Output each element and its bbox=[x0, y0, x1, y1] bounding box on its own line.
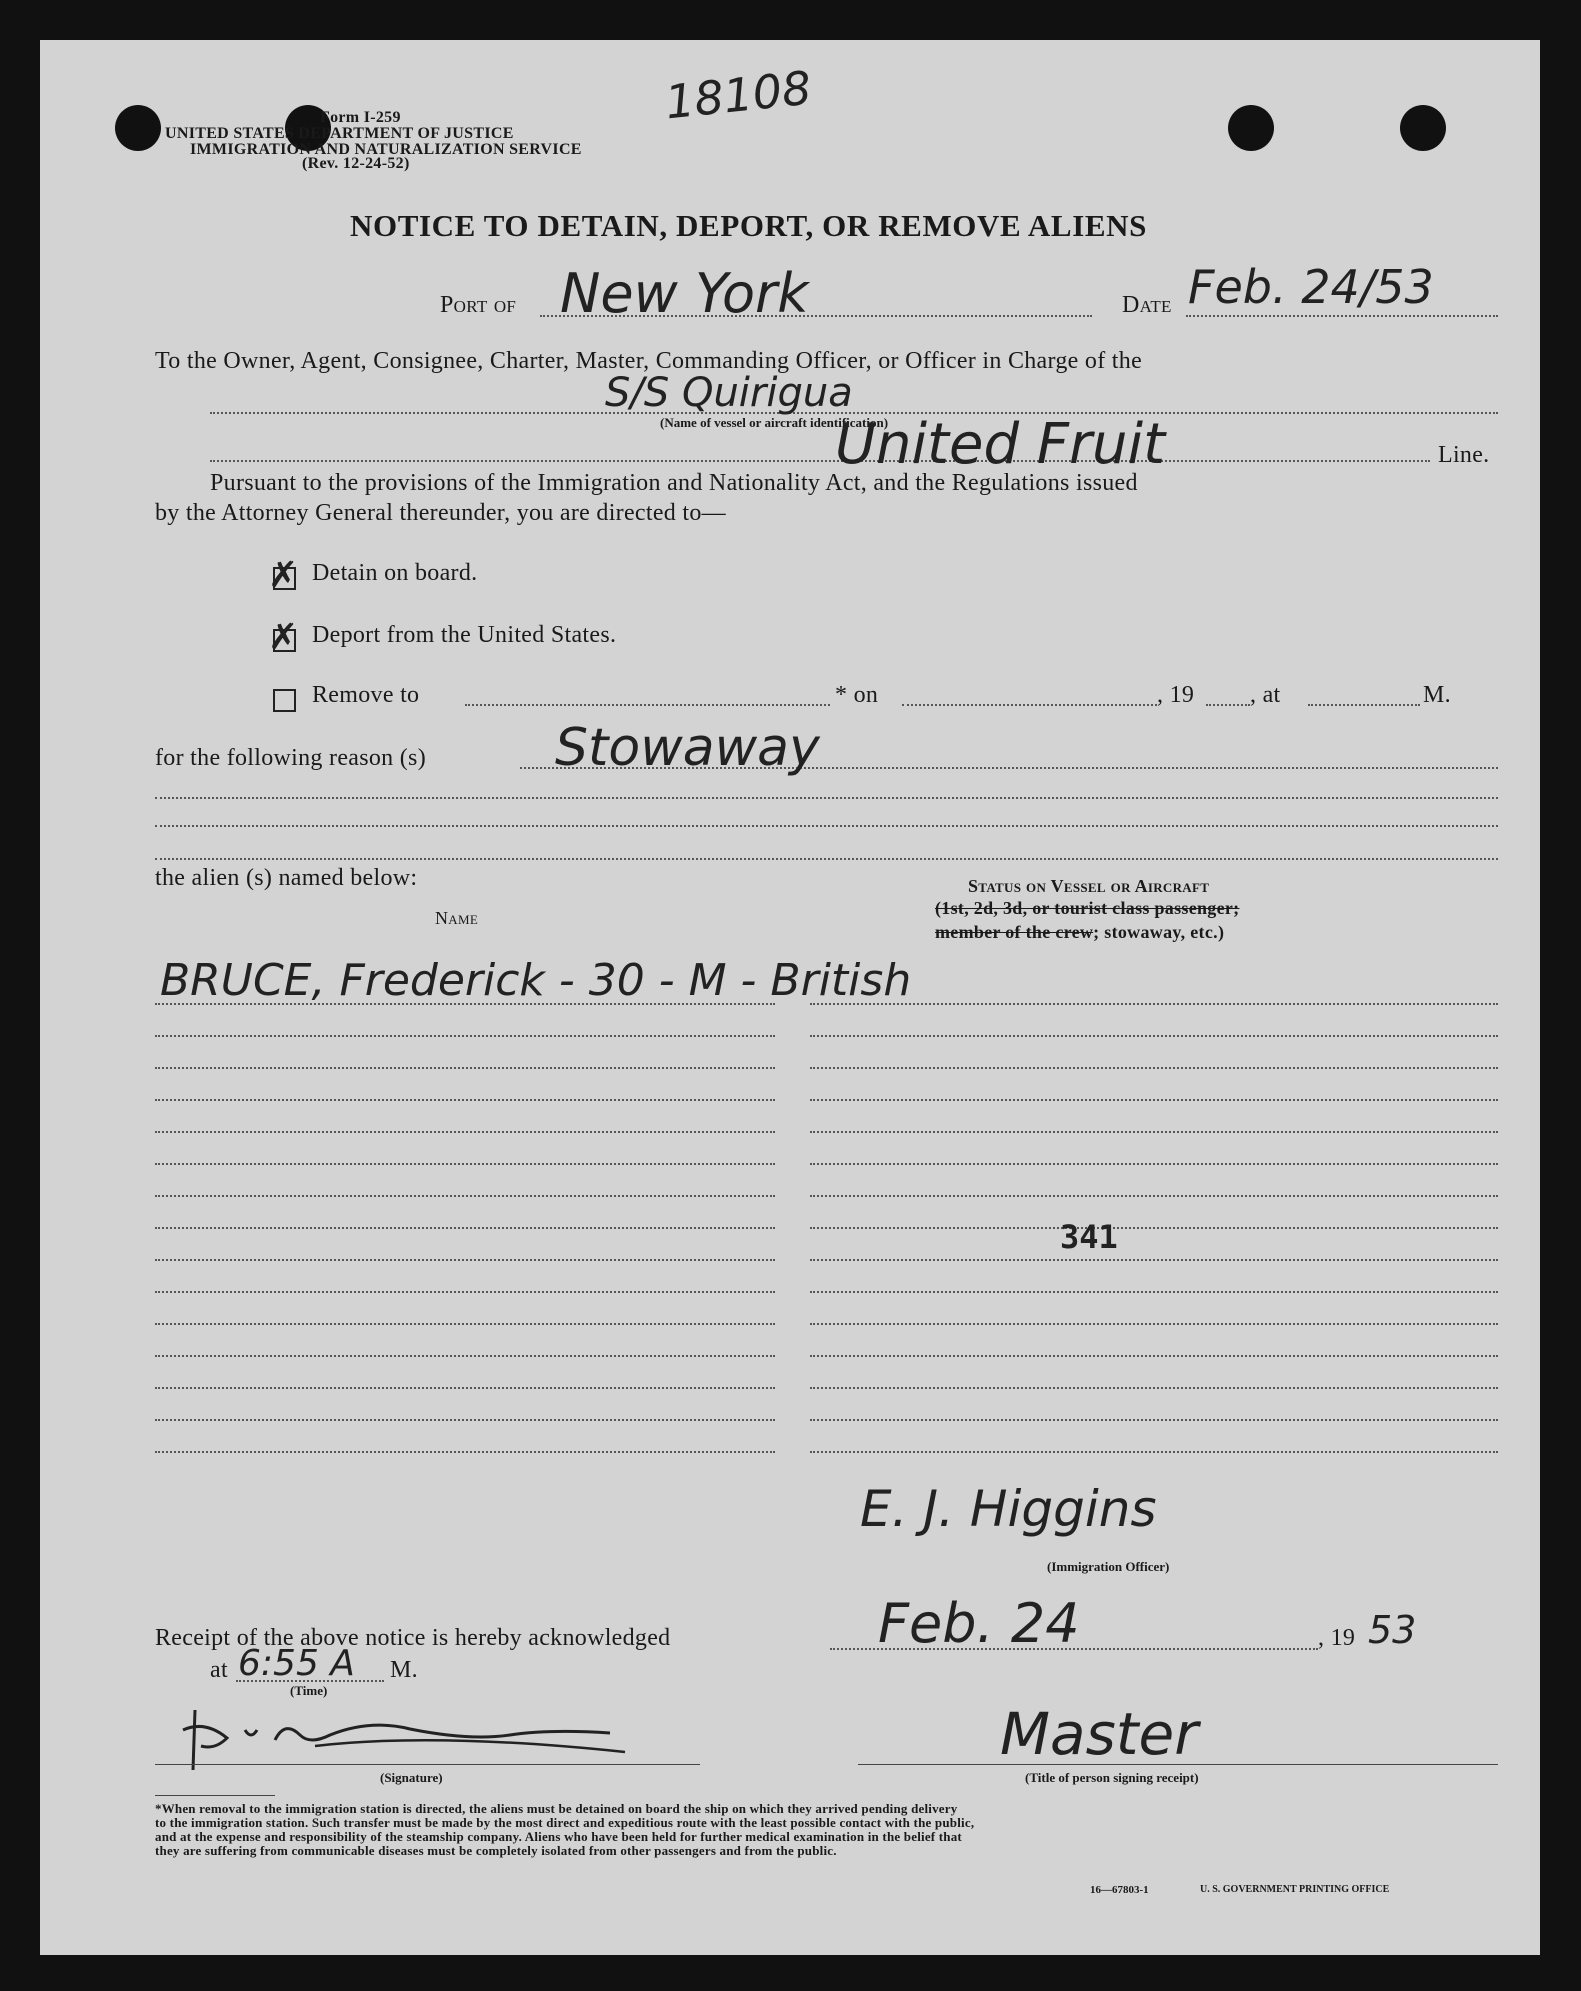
form-title: NOTICE TO DETAIN, DEPORT, OR REMOVE ALIENS bbox=[350, 208, 1147, 243]
reason-label: for the following reason (s) bbox=[155, 745, 426, 771]
status-lines-rule bbox=[810, 1163, 1498, 1165]
status-lines-rule bbox=[810, 1291, 1498, 1293]
status-lines-rule bbox=[810, 1419, 1498, 1421]
status-subheader-2 bbox=[935, 922, 1224, 943]
receipt-m-label: M. bbox=[390, 1657, 418, 1683]
receipt-signature-line bbox=[155, 1764, 700, 1765]
agency-line-1: UNITED STATES DEPARTMENT OF JUSTICE bbox=[165, 125, 514, 142]
name-lines-rule bbox=[155, 1067, 775, 1069]
receipt-time-caption: (Time) bbox=[290, 1683, 328, 1698]
line-label: Line. bbox=[1438, 442, 1490, 468]
name-lines-rule bbox=[155, 1451, 775, 1453]
date-line bbox=[1186, 315, 1498, 317]
printer-credit: U. S. GOVERNMENT PRINTING OFFICE bbox=[1200, 1884, 1390, 1895]
pursuant-line-1: Pursuant to the provisions of the Immigration and Nationality Act, and the Regulations issued bbox=[210, 470, 1138, 496]
remove-date-line bbox=[902, 704, 1157, 706]
status-lines-rule bbox=[810, 1195, 1498, 1197]
footnote-line-2: to the immigration station. Such transfer must be made by the most direct and expeditious route with the least possible contact with the public, bbox=[155, 1815, 975, 1830]
receipt-year-value: 53 bbox=[1368, 1608, 1417, 1652]
file-number: 18108 bbox=[662, 60, 814, 130]
deport-check-mark: ✗ bbox=[268, 617, 299, 658]
officer-caption: (Immigration Officer) bbox=[1047, 1559, 1170, 1574]
status-lines-rule bbox=[810, 1451, 1498, 1453]
remove-at-label: , at bbox=[1250, 682, 1281, 708]
footnote-line-4: they are suffering from communicable diseases must be completely isolated from other passengers and from the public. bbox=[155, 1843, 837, 1858]
name-lines-rule bbox=[155, 1195, 775, 1197]
port-value: New York bbox=[560, 262, 809, 325]
status-lines-rule bbox=[810, 1227, 1498, 1229]
name-lines-rule bbox=[155, 1355, 775, 1357]
form-revision: (Rev. 12-24-52) bbox=[302, 155, 410, 172]
receipt-year-prefix: , 19 bbox=[1318, 1625, 1356, 1651]
footnote-line-3: and at the expense and responsibility of the steamship company. Aliens who have been held for further medical examination in the belief that bbox=[155, 1829, 962, 1844]
status-lines-rule bbox=[810, 1355, 1498, 1357]
pursuant-line-2: by the Attorney General thereunder, you are directed to— bbox=[155, 500, 726, 526]
name-lines-rule bbox=[155, 1387, 775, 1389]
date-label: Date bbox=[1122, 292, 1172, 318]
status-subheader-2-rest: ; stowaway, etc.) bbox=[1093, 922, 1225, 942]
punch-hole-1 bbox=[115, 105, 161, 151]
detain-check-mark: ✗ bbox=[268, 555, 299, 596]
footnote bbox=[155, 1802, 1500, 1858]
date-value: Feb. 24/53 bbox=[1188, 260, 1434, 314]
status-subheader-1-text: (1st, 2d, 3d, or tourist class passenger; bbox=[935, 898, 1240, 918]
alien-entry: BRUCE, Frederick - 30 - M - British bbox=[160, 955, 912, 1006]
status-lines-rule bbox=[810, 1387, 1498, 1389]
status-lines-rule bbox=[810, 1003, 1498, 1005]
name-lines-rule bbox=[155, 1259, 775, 1261]
reason-value: Stowaway bbox=[555, 718, 820, 778]
reason-line-3 bbox=[155, 825, 1498, 827]
status-lines-rule bbox=[810, 1131, 1498, 1133]
reason-line-4 bbox=[155, 858, 1498, 860]
name-lines-rule bbox=[155, 1131, 775, 1133]
name-lines-rule bbox=[155, 1323, 775, 1325]
status-subheader-1 bbox=[935, 898, 1239, 919]
receipt-text: Receipt of the above notice is hereby acknowledged bbox=[155, 1625, 671, 1651]
receipt-date-value: Feb. 24 bbox=[878, 1592, 1080, 1655]
remove-on-label: * on bbox=[835, 682, 879, 708]
stamp-number: 341 bbox=[1060, 1218, 1118, 1256]
vessel-caption: (Name of vessel or aircraft identification) bbox=[660, 415, 889, 430]
detain-label: Detain on board. bbox=[312, 560, 478, 586]
status-lines-rule bbox=[810, 1067, 1498, 1069]
name-lines-rule bbox=[155, 1419, 775, 1421]
punch-hole-4 bbox=[1400, 105, 1446, 151]
deport-label: Deport from the United States. bbox=[312, 622, 617, 648]
receipt-time-value: 6:55 A bbox=[238, 1643, 355, 1684]
punch-hole-3 bbox=[1228, 105, 1274, 151]
name-lines-rule bbox=[155, 1227, 775, 1229]
status-lines-rule bbox=[810, 1035, 1498, 1037]
officer-signature: E. J. Higgins bbox=[860, 1480, 1157, 1538]
remove-destination-line bbox=[465, 704, 830, 706]
status-lines-rule bbox=[810, 1259, 1498, 1261]
footnote-line-1: *When removal to the immigration station is directed, the aliens must be detained on board the ship on which they arrived pending delivery bbox=[155, 1801, 958, 1816]
document-page bbox=[40, 40, 1540, 1955]
remove-time-line bbox=[1308, 704, 1420, 706]
agency-line-2: IMMIGRATION AND NATURALIZATION SERVICE bbox=[190, 141, 582, 158]
receipt-signature-caption: (Signature) bbox=[380, 1770, 443, 1785]
vessel-value: S/S Quirigua bbox=[605, 370, 853, 416]
print-code: 16—67803-1 bbox=[1090, 1884, 1149, 1896]
receipt-title-value: Master bbox=[1000, 1700, 1199, 1768]
line-value: United Fruit bbox=[835, 412, 1166, 477]
addressee-intro: To the Owner, Agent, Consignee, Charter, Master, Commanding Officer, or Officer in Charge of the bbox=[155, 348, 1143, 374]
name-header: Name bbox=[435, 908, 479, 928]
status-lines-rule bbox=[810, 1323, 1498, 1325]
name-lines-rule bbox=[155, 1035, 775, 1037]
form-number: Form I-259 bbox=[320, 109, 401, 126]
name-lines-rule bbox=[155, 1291, 775, 1293]
receipt-at-label: at bbox=[210, 1657, 228, 1683]
port-label: Port of bbox=[440, 292, 517, 318]
remove-checkbox[interactable] bbox=[273, 689, 296, 712]
status-header: Status on Vessel or Aircraft bbox=[968, 876, 1210, 896]
name-lines-rule bbox=[155, 1099, 775, 1101]
receipt-title-line bbox=[858, 1764, 1498, 1765]
remove-year-prefix: , 19 bbox=[1157, 682, 1195, 708]
remove-label: Remove to bbox=[312, 682, 420, 708]
remove-m-label: M. bbox=[1423, 682, 1451, 708]
receipt-title-caption: (Title of person signing receipt) bbox=[1025, 1770, 1199, 1785]
footnote-rule bbox=[155, 1795, 275, 1796]
name-lines-rule bbox=[155, 1003, 775, 1005]
reason-line-2 bbox=[155, 797, 1498, 799]
name-lines-rule bbox=[155, 1163, 775, 1165]
aliens-intro: the alien (s) named below: bbox=[155, 865, 418, 891]
status-lines-rule bbox=[810, 1099, 1498, 1101]
remove-year-line bbox=[1206, 704, 1250, 706]
status-subheader-2-strike: member of the crew bbox=[935, 922, 1094, 942]
receipt-signature-scribble bbox=[165, 1700, 645, 1780]
line-line bbox=[210, 460, 1430, 462]
